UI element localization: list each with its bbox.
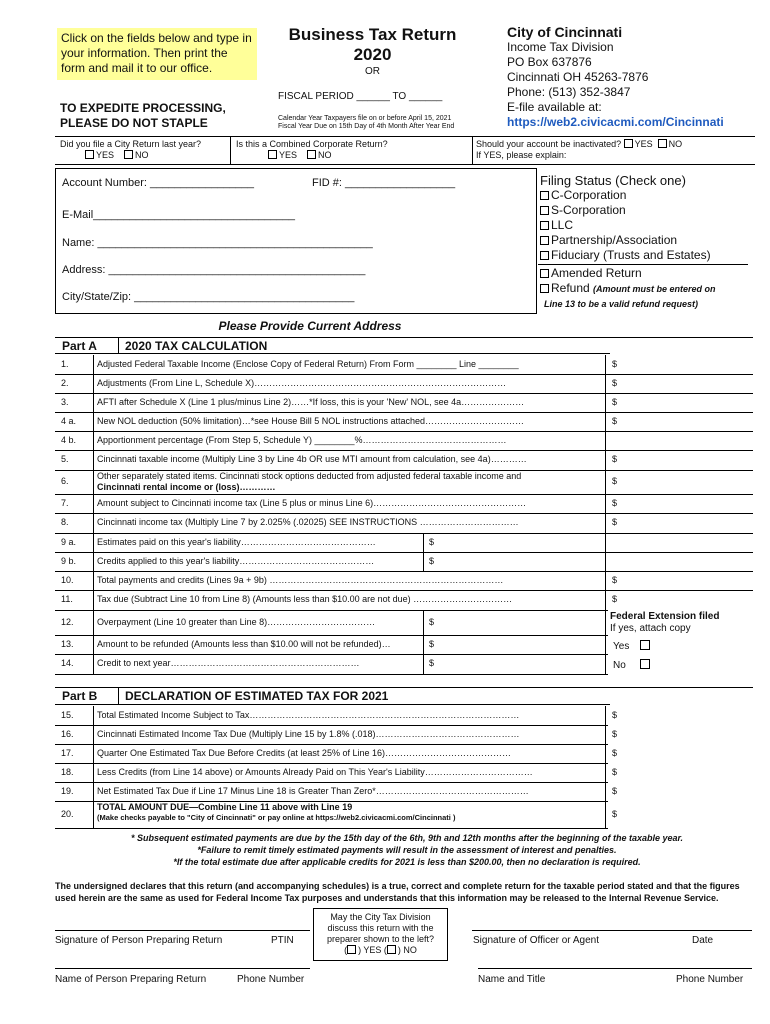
fiscal-period-field[interactable]: FISCAL PERIOD ______ TO ______: [278, 91, 443, 102]
part-a-label: Part A: [62, 339, 97, 353]
col-divider: [93, 374, 94, 393]
line-number: 9 b.: [61, 555, 77, 566]
signature-line[interactable]: [55, 968, 310, 969]
inactivate-label: Should your account be inactivated?: [476, 139, 622, 149]
form-year: 2020: [353, 45, 392, 64]
inactivate-yes-checkbox[interactable]: [624, 139, 633, 148]
amended-label: Amended Return: [551, 266, 642, 280]
discuss-no-label: ) NO: [397, 945, 417, 955]
col-divider: [93, 635, 94, 654]
line-description: Cincinnati Estimated Income Tax Due (Multiply Line 15 by 1.8% (.018)…………………………………………: [97, 728, 520, 739]
part-a-line: [57, 374, 753, 393]
col-divider: [93, 533, 94, 552]
fiduciary-label: Fiduciary (Trusts and Estates): [551, 248, 711, 262]
col-divider: [93, 552, 94, 571]
calendar-note-2: Fiscal Year Due on 15th Day of 4th Month After Year End: [278, 123, 455, 130]
filing-status: [540, 173, 711, 263]
part-a-line: [57, 470, 753, 494]
line-description: Total Estimated Income Subject to Tax………………………………………………………………………………: [97, 709, 520, 720]
line-description: Adjustments (From Line L, Schedule X)…………………………………………………………………………: [97, 377, 507, 388]
signature-line[interactable]: [478, 968, 752, 969]
part-a-line: [57, 513, 753, 533]
col-divider: [93, 431, 94, 450]
discuss-yes-checkbox[interactable]: [347, 945, 356, 954]
line-number: 13.: [61, 638, 74, 649]
col-divider: [93, 571, 94, 590]
divider: [55, 687, 753, 688]
line-number: 17.: [61, 747, 74, 758]
address-field[interactable]: Address: __________________________________________: [62, 264, 366, 276]
line-description: Credits applied to this year's liability………………………………………: [97, 555, 375, 566]
line-description: TOTAL AMOUNT DUE—Combine Line 11 above with Line 19: [97, 802, 353, 812]
line-description: Cincinnati taxable income (Multiply Line 3 by Line 4b OR use MTI amount from calculation, see 4a)…………: [97, 454, 527, 464]
city-name: City of Cincinnati: [507, 24, 623, 40]
col-divider: [605, 470, 606, 494]
amount-input[interactable]: $: [612, 415, 618, 426]
inactivate-no-checkbox[interactable]: [658, 139, 667, 148]
amount-input[interactable]: $: [612, 517, 618, 527]
line-description: Estimates paid on this year's liability………………………………………: [97, 536, 376, 547]
form-title: [270, 25, 475, 65]
divider: [118, 687, 119, 704]
col-divider: [93, 450, 94, 470]
col-divider: [93, 393, 94, 412]
discuss-line3: preparer shown to the left?: [326, 934, 435, 944]
filed-last-year-label: Did you file a City Return last year?: [60, 139, 202, 149]
discuss-box: May the City Tax Division discuss this return with the preparer shown to the left? ( ) YES ( ) NO: [313, 908, 448, 961]
partnership-checkbox[interactable]: [540, 236, 549, 245]
form-title-line1: Business Tax Return: [288, 25, 457, 44]
amount-input[interactable]: $: [612, 785, 618, 796]
amount-input[interactable]: $: [612, 454, 618, 464]
phone-label: Phone Number: [237, 974, 305, 985]
part-b-line: [57, 725, 753, 744]
partnership-label: Partnership/Association: [551, 233, 678, 247]
col-divider: [423, 654, 424, 674]
amount-input[interactable]: $: [612, 476, 618, 486]
footnotes: [57, 832, 757, 868]
line-description: Total payments and credits (Lines 9a + 9b) ……………………………………………………………………: [97, 574, 504, 585]
line-number: 14.: [61, 658, 74, 668]
line-description: Net Estimated Tax Due if Line 17 Minus Line 18 is Greater Than Zero*……………………………………………: [97, 785, 529, 796]
amount-input[interactable]: $: [612, 497, 618, 508]
refund-label: Refund: [551, 281, 590, 295]
line-number: 12.: [61, 616, 74, 627]
amount-input[interactable]: $: [612, 377, 618, 388]
col-divider: [605, 412, 606, 431]
name-field[interactable]: Name: _____________________________________________: [62, 237, 373, 249]
divider: [538, 264, 748, 265]
line-number: 5.: [61, 454, 69, 464]
line-number: 4 b.: [61, 434, 77, 445]
c-corp-label: C-Corporation: [551, 188, 627, 202]
line-description-2: Cincinnati rental income or (loss)…………: [97, 482, 276, 492]
combined-yes-checkbox[interactable]: [268, 150, 277, 159]
col-divider: [93, 412, 94, 431]
col-divider: [605, 374, 606, 393]
col-divider: [605, 610, 606, 635]
declaration-text: The undersigned declares that this return (and accompanying schedules) is a true, correct and complete return for the taxable period stated and that the figures used herein are the same as used for Federal Income Tax purposes and understands that this information may be released to the Internal Revenue Service.: [55, 881, 740, 903]
line-description: New NOL deduction (50% limitation)…*see House Bill 5 NOL instructions attached……………………………: [97, 415, 524, 426]
col-divider: [93, 801, 94, 828]
line-description: Adjusted Federal Taxable Income (Enclose Copy of Federal Return) From Form ________ Line ________: [97, 358, 519, 369]
part-a-line: [57, 494, 753, 513]
discuss-no-checkbox[interactable]: [387, 945, 396, 954]
expedite-line2: PLEASE DO NOT STAPLE: [60, 116, 208, 130]
col-divider: [605, 533, 606, 552]
combined-no-checkbox[interactable]: [307, 150, 316, 159]
discuss-yes-label: ) YES (: [358, 945, 387, 955]
col-divider: [605, 725, 606, 744]
divider: [55, 164, 755, 165]
filing-status-title: Filing Status (Check one): [540, 173, 686, 188]
signature-line[interactable]: [472, 930, 752, 931]
col-divider: [605, 782, 606, 801]
email-field[interactable]: E-Mail_________________________________: [62, 209, 296, 221]
preparer-signature-label: Signature of Person Preparing Return: [55, 935, 223, 946]
col-divider: [605, 801, 606, 828]
part-b-line: [57, 801, 753, 828]
extension-block: [610, 611, 719, 635]
combined-return-label: Is this a Combined Corporate Return?: [236, 139, 388, 149]
inactivate-question: [476, 139, 682, 161]
col-divider: [605, 393, 606, 412]
discuss-line2: discuss this return with the: [327, 923, 434, 933]
line-description-2: (Make checks payable to "City of Cincinnati" or pay online at https://web2.civicacmi.com/Cincinnati ): [97, 813, 456, 822]
city-address: Cincinnati OH 45263-7876: [507, 70, 649, 84]
footnote-3: *If the total estimate due after applicable credits for 2021 is less than $200.00, then no declaration is required.: [173, 857, 641, 867]
col-divider: [605, 706, 606, 725]
extension-title: Federal Extension filed: [610, 611, 720, 622]
part-b-line: [57, 706, 753, 725]
calendar-note: [278, 115, 454, 131]
refund-note: (Amount must be entered on: [593, 284, 716, 294]
part-a-line: [57, 393, 753, 412]
name-title-label: Name and Title: [478, 974, 546, 985]
col-divider: [605, 494, 606, 513]
col-divider: [605, 552, 606, 571]
amount-input[interactable]: $: [429, 638, 435, 649]
c-corp-checkbox[interactable]: [540, 191, 549, 200]
part-a-line: [57, 533, 753, 552]
address-hint: Please Provide Current Address: [218, 319, 402, 333]
line-description: Amount to be refunded (Amounts less than $10.00 will not be refunded)…: [97, 638, 391, 649]
line-number: 3.: [61, 396, 69, 407]
col-divider: [605, 355, 606, 374]
divider: [230, 136, 231, 164]
city-address-block: [507, 25, 724, 130]
s-corp-label: S-Corporation: [551, 203, 626, 217]
col-divider: [605, 744, 606, 763]
line-description: Other separately stated items. Cincinnati stock options deducted from adjusted federal taxable income and: [97, 471, 522, 481]
amount-input[interactable]: $: [612, 728, 618, 739]
refund-checkbox[interactable]: [540, 284, 549, 293]
footnote-2: *Failure to remit timely estimated payments will result in the assessment of interest and penalties.: [197, 845, 617, 855]
yes-label: YES: [634, 139, 653, 149]
line-description: Tax due (Subtract Line 10 from Line 8) (Amounts less than $10.00 are not due) ……………………………: [97, 594, 513, 604]
line-number: 20.: [61, 808, 74, 819]
llc-label: LLC: [551, 218, 574, 232]
line-number: 9 a.: [61, 536, 77, 547]
amount-input[interactable]: $: [612, 358, 618, 369]
part-a-line: [57, 552, 753, 571]
yes-label: YES: [279, 150, 298, 160]
s-corp-checkbox[interactable]: [540, 206, 549, 215]
city-division: Income Tax Division: [507, 40, 614, 54]
divider: [55, 136, 755, 137]
line-number: 15.: [61, 709, 74, 720]
filed-no-checkbox[interactable]: [124, 150, 133, 159]
col-divider: [93, 610, 94, 635]
col-divider: [605, 571, 606, 590]
part-b-line: [57, 744, 753, 763]
preparer-name-label: Name of Person Preparing Return: [55, 974, 207, 985]
if-yes-explain: If YES, please explain:: [476, 150, 567, 160]
divider: [55, 353, 610, 354]
part-a-title: 2020 TAX CALCULATION: [125, 339, 268, 353]
line-description: AFTI after Schedule X (Line 1 plus/minus Line 2)……*If loss, this is your 'New' NOL, see 4a…………………: [97, 396, 525, 407]
no-label: NO: [318, 150, 332, 160]
amended-checkbox[interactable]: [540, 269, 549, 278]
city-pobox: PO Box 637876: [507, 55, 592, 69]
amount-input[interactable]: $: [429, 658, 435, 668]
amount-input[interactable]: $: [429, 555, 435, 566]
part-a-line: [57, 571, 753, 590]
line-description: Cincinnati income tax (Multiply Line 7 by 2.025% (.02025) SEE INSTRUCTIONS ……………………………: [97, 517, 519, 527]
part-a-line: [57, 355, 753, 374]
officer-signature-label: Signature of Officer or Agent: [473, 935, 600, 946]
no-label: NO: [668, 139, 683, 149]
extension-yes-checkbox[interactable]: [640, 640, 650, 650]
amount-input[interactable]: $: [612, 766, 618, 777]
city-phone: Phone: (513) 352-3847: [507, 85, 631, 99]
row-divider: [55, 674, 608, 675]
line-description: Overpayment (Line 10 greater than Line 8)………………………………: [97, 616, 376, 627]
ptin-label: PTIN: [271, 935, 294, 946]
city-url-link[interactable]: https://web2.civicacmi.com/Cincinnati: [507, 115, 724, 129]
account-number-field[interactable]: Account Number: _________________: [62, 177, 255, 189]
divider: [118, 337, 119, 353]
col-divider: [605, 431, 606, 450]
col-divider: [423, 610, 424, 635]
amount-input[interactable]: $: [612, 808, 618, 819]
footnote-1: * Subsequent estimated payments are due by the 15th day of the 6th, 9th and 12th months after the beginning of the taxable year.: [130, 833, 684, 843]
extension-yes: [613, 640, 652, 652]
no-label: NO: [135, 150, 149, 160]
return-type: [540, 266, 716, 312]
line-description: Apportionment percentage (From Step 5, Schedule Y) ________%…………………………………………: [97, 434, 507, 445]
expedite-line1: TO EXPEDITE PROCESSING,: [60, 101, 226, 115]
line-number: 7.: [61, 497, 69, 508]
line-number: 16.: [61, 728, 74, 739]
part-b-line: [57, 782, 753, 801]
part-b-label: Part B: [62, 689, 98, 703]
part-a-line: [57, 590, 753, 610]
line-number: 19.: [61, 785, 74, 796]
line-number: 1.: [61, 358, 69, 369]
col-divider: [93, 355, 94, 374]
row-divider: [55, 828, 608, 829]
amount-input[interactable]: $: [612, 747, 618, 758]
amount-input[interactable]: $: [612, 396, 618, 407]
discuss-line1: May the City Tax Division: [330, 912, 431, 922]
line-description: Amount subject to Cincinnati income tax (Line 5 plus or minus Line 6)……………………………………………: [97, 497, 527, 508]
part-b-title: DECLARATION OF ESTIMATED TAX FOR 2021: [125, 689, 389, 703]
line-number: 2.: [61, 377, 69, 388]
or-text: OR: [365, 66, 380, 77]
instructions-note: Click on the fields below and type in your information. Then print the form and mail it to our office.: [57, 28, 257, 80]
extension-sub: If yes, attach copy: [610, 623, 691, 634]
divider: [472, 136, 473, 164]
amount-input[interactable]: $: [612, 594, 618, 604]
col-divider: [423, 552, 424, 571]
line-number: 6.: [61, 476, 69, 486]
part-a-line: [57, 431, 753, 450]
line-number: 18.: [61, 766, 74, 777]
llc-checkbox[interactable]: [540, 221, 549, 230]
filed-last-year-question: [60, 139, 201, 161]
col-divider: [605, 763, 606, 782]
line-number: 10.: [61, 574, 74, 585]
col-divider: [93, 470, 94, 494]
col-divider: [605, 635, 606, 654]
yes-label: YES: [96, 150, 115, 160]
line-description: Less Credits (from Line 14 above) or Amounts Already Paid on This Year's Liability………………………………: [97, 766, 533, 777]
col-divider: [93, 513, 94, 533]
line-number: 4 a.: [61, 415, 77, 426]
date-label: Date: [692, 935, 714, 946]
col-divider: [93, 725, 94, 744]
divider: [55, 704, 610, 705]
combined-return-question: [236, 139, 388, 161]
line-description: Credit to next year………………………………………………………: [97, 658, 360, 668]
amount-input[interactable]: $: [429, 616, 435, 627]
extension-no-checkbox[interactable]: [640, 659, 650, 669]
col-divider: [93, 654, 94, 674]
city-efile: E-file available at:: [507, 100, 602, 114]
col-divider: [423, 635, 424, 654]
col-divider: [605, 590, 606, 610]
col-divider: [93, 494, 94, 513]
signature-line[interactable]: [55, 930, 310, 931]
expedite-notice: [60, 101, 226, 131]
part-a-line: [57, 412, 753, 431]
col-divider: [605, 450, 606, 470]
col-divider: [93, 744, 94, 763]
refund-note-2: Line 13 to be a valid refund request): [544, 299, 699, 309]
col-divider: [93, 782, 94, 801]
line-number: 11.: [61, 594, 73, 604]
amount-input[interactable]: $: [612, 709, 618, 720]
filed-yes-checkbox[interactable]: [85, 150, 94, 159]
city-state-zip-field[interactable]: City/State/Zip: ____________________________________: [62, 291, 355, 303]
fiduciary-checkbox[interactable]: [540, 251, 549, 260]
part-a-line: [57, 450, 753, 470]
amount-input[interactable]: $: [612, 574, 618, 585]
col-divider: [93, 763, 94, 782]
amount-input[interactable]: $: [429, 536, 435, 547]
ext-yes-label: Yes: [613, 641, 630, 652]
col-divider: [93, 706, 94, 725]
col-divider: [605, 654, 606, 674]
line-number: 8.: [61, 517, 69, 527]
col-divider: [605, 513, 606, 533]
calendar-note-1: Calendar Year Taxpayers file on or before April 15, 2021: [278, 115, 452, 122]
extension-no: [613, 659, 652, 671]
fid-field[interactable]: FID #: __________________: [312, 177, 456, 189]
col-divider: [93, 590, 94, 610]
part-b-line: [57, 763, 753, 782]
ext-no-label: No: [613, 660, 626, 671]
col-divider: [423, 533, 424, 552]
phone-label: Phone Number: [676, 974, 744, 985]
line-description: Quarter One Estimated Tax Due Before Credits (at least 25% of Line 16)……………………………………: [97, 747, 511, 758]
divider: [55, 337, 753, 338]
